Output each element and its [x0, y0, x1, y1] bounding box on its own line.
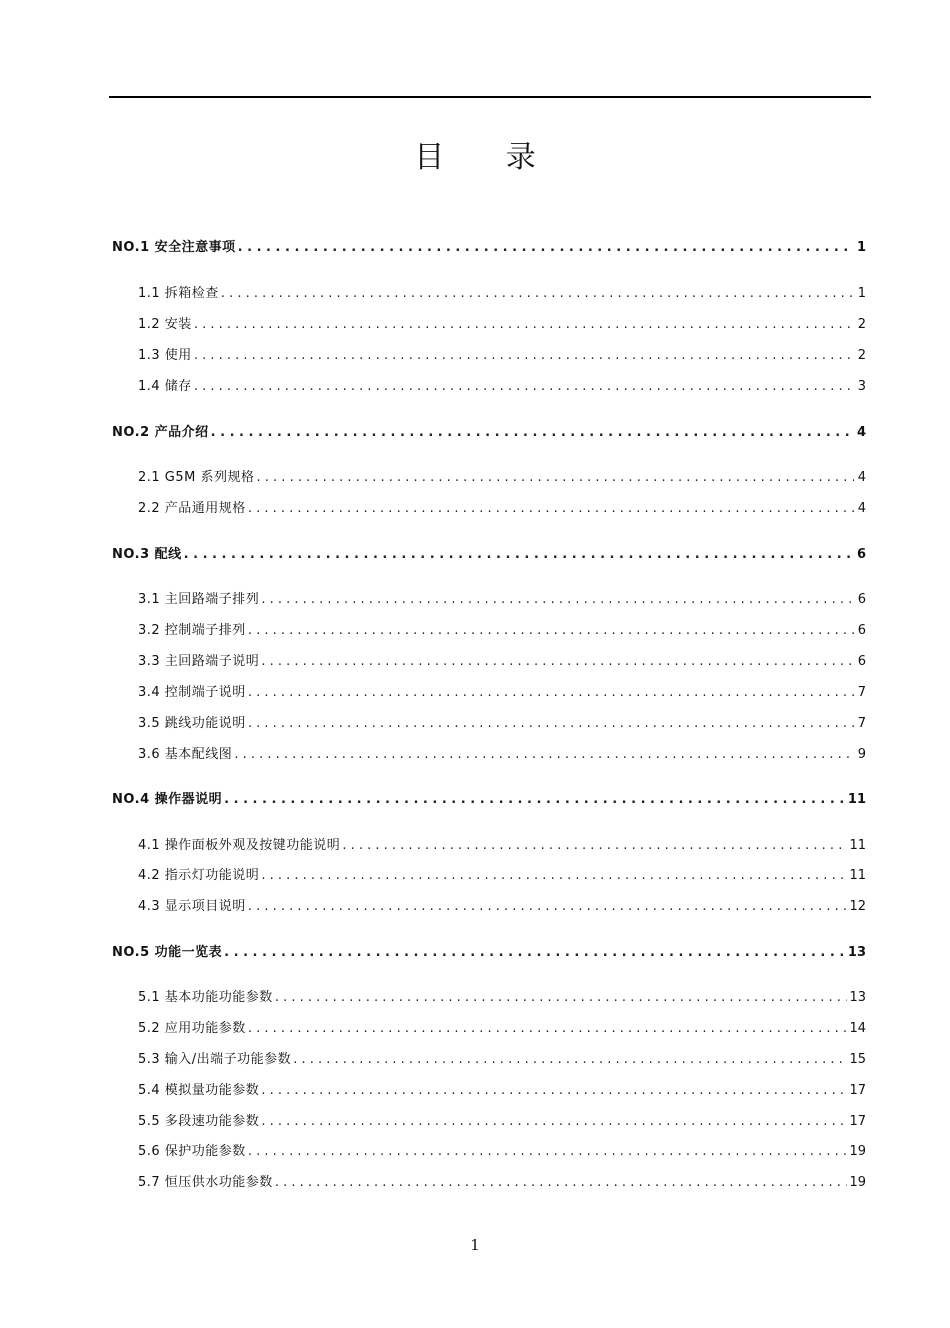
- toc-entry-label: 4.3 显示项目说明: [138, 899, 246, 914]
- toc-section-3-3[interactable]: [138, 650, 866, 670]
- toc-section-5-2[interactable]: [138, 1017, 866, 1037]
- toc-leader-dots: [194, 317, 854, 332]
- toc-section-3-1[interactable]: [138, 588, 866, 608]
- toc-entry-label: 3.1 主回路端子排列: [138, 592, 260, 607]
- toc-leader-dots: [211, 425, 854, 440]
- toc-leader-dots: [248, 1021, 848, 1036]
- toc-page-number: 6: [857, 592, 866, 607]
- toc-page-number: 6: [857, 654, 866, 669]
- toc-chapter-2[interactable]: [112, 421, 866, 441]
- toc-entry-label: 5.2 应用功能参数: [138, 1021, 246, 1036]
- toc-section-5-3[interactable]: [138, 1048, 866, 1068]
- toc-entry-label: 1.3 使用: [138, 348, 192, 363]
- toc-entry-label: 2.2 产品通用规格: [138, 501, 246, 516]
- toc-chapter-1[interactable]: [112, 236, 866, 256]
- toc-page-number: 4: [857, 470, 866, 485]
- toc-entry-label: 5.1 基本功能功能参数: [138, 990, 273, 1005]
- toc-entry-label: 2.1 G5M 系列规格: [138, 470, 255, 485]
- toc-leader-dots: [293, 1052, 847, 1067]
- toc-section-5-4[interactable]: [138, 1079, 866, 1099]
- toc-section-3-4[interactable]: [138, 681, 866, 701]
- toc-leader-dots: [248, 716, 854, 731]
- page-number: 1: [470, 1236, 480, 1254]
- toc-section-4-2[interactable]: [138, 864, 866, 884]
- toc-page-number: 11: [849, 868, 866, 883]
- toc-section-5-1[interactable]: [138, 986, 866, 1006]
- toc-page-number: 11: [849, 838, 866, 853]
- toc-page-number: 19: [849, 1144, 866, 1159]
- toc-entry-label: NO.5 功能一览表: [112, 945, 223, 960]
- toc-leader-dots: [184, 547, 854, 562]
- toc-page-number: 17: [849, 1114, 866, 1129]
- toc-section-1-3[interactable]: [138, 344, 866, 364]
- toc-entry-label: 5.4 模拟量功能参数: [138, 1083, 260, 1098]
- toc-leader-dots: [224, 945, 846, 960]
- toc-leader-dots: [261, 1083, 847, 1098]
- toc-leader-dots: [234, 747, 854, 762]
- toc-entry-label: NO.3 配线: [112, 547, 182, 562]
- toc-page-number: 9: [857, 747, 866, 762]
- toc-page-number: 19: [849, 1175, 866, 1190]
- toc-page-number: 13: [849, 990, 866, 1005]
- toc-leader-dots: [248, 685, 854, 700]
- toc-entry-label: NO.1 安全注意事项: [112, 240, 236, 255]
- toc-leader-dots: [248, 899, 848, 914]
- page-title: 目 录: [414, 140, 562, 175]
- toc-entry-label: 5.7 恒压供水功能参数: [138, 1175, 273, 1190]
- toc-entry-label: 1.1 拆箱检查: [138, 286, 219, 301]
- toc-entry-label: 3.3 主回路端子说明: [138, 654, 260, 669]
- toc-page-number: 6: [857, 623, 866, 638]
- toc-page-number: 1: [857, 286, 866, 301]
- toc-leader-dots: [238, 240, 854, 255]
- toc-chapter-3[interactable]: [112, 543, 866, 563]
- toc-page-number: 4: [856, 425, 866, 440]
- toc-section-3-2[interactable]: [138, 619, 866, 639]
- toc-entry-label: 4.1 操作面板外观及按键功能说明: [138, 838, 341, 853]
- toc-entry-label: 5.6 保护功能参数: [138, 1144, 246, 1159]
- toc-leader-dots: [224, 792, 846, 807]
- toc-leader-dots: [261, 592, 854, 607]
- toc-section-3-6[interactable]: [138, 743, 866, 763]
- toc-page-number: 15: [849, 1052, 866, 1067]
- toc-page-number: 13: [847, 945, 866, 960]
- toc-leader-dots: [257, 470, 854, 485]
- toc-section-5-7[interactable]: [138, 1171, 866, 1191]
- toc-entry-label: 5.3 输入/出端子功能参数: [138, 1052, 292, 1067]
- toc-leader-dots: [221, 286, 854, 301]
- toc-section-1-1[interactable]: [138, 282, 866, 302]
- toc-page-number: 2: [857, 317, 866, 332]
- toc-section-2-2[interactable]: [138, 497, 866, 517]
- toc-page-number: 7: [857, 716, 866, 731]
- toc-page-number: 11: [847, 792, 866, 807]
- toc-leader-dots: [194, 379, 854, 394]
- toc-leader-dots: [261, 654, 854, 669]
- toc-section-1-4[interactable]: [138, 375, 866, 395]
- toc-page-number: 7: [857, 685, 866, 700]
- toc-chapter-5[interactable]: [112, 941, 866, 961]
- toc-page-number: 12: [849, 899, 866, 914]
- toc-section-1-2[interactable]: [138, 313, 866, 333]
- toc-section-5-6[interactable]: [138, 1140, 866, 1160]
- toc-entry-label: 1.2 安装: [138, 317, 192, 332]
- toc-entry-label: NO.4 操作器说明: [112, 792, 223, 807]
- toc-leader-dots: [275, 990, 848, 1005]
- toc-leader-dots: [248, 1144, 848, 1159]
- toc-section-2-1[interactable]: [138, 466, 866, 486]
- toc-leader-dots: [275, 1175, 848, 1190]
- toc-leader-dots: [248, 501, 854, 516]
- toc-section-5-5[interactable]: [138, 1110, 866, 1130]
- toc-page-number: 14: [849, 1021, 866, 1036]
- toc-leader-dots: [261, 1114, 847, 1129]
- toc-page-number: 2: [857, 348, 866, 363]
- toc-page-number: 17: [849, 1083, 866, 1098]
- toc-leader-dots: [261, 868, 847, 883]
- toc-entry-label: 3.4 控制端子说明: [138, 685, 246, 700]
- toc-entry-label: 3.6 基本配线图: [138, 747, 233, 762]
- toc-leader-dots: [194, 348, 854, 363]
- toc-entry-label: 3.5 跳线功能说明: [138, 716, 246, 731]
- toc-entry-label: 3.2 控制端子排列: [138, 623, 246, 638]
- toc-page-number: 3: [857, 379, 866, 394]
- toc-chapter-4[interactable]: [112, 788, 866, 808]
- toc-entry-label: NO.2 产品介绍: [112, 425, 209, 440]
- toc-entry-label: 4.2 指示灯功能说明: [138, 868, 260, 883]
- toc-leader-dots: [248, 623, 854, 638]
- toc-entry-label: 1.4 储存: [138, 379, 192, 394]
- header-rule: [109, 96, 871, 98]
- toc-leader-dots: [342, 838, 847, 853]
- toc-page-number: 4: [857, 501, 866, 516]
- toc-page-number: 1: [856, 240, 866, 255]
- toc-entry-label: 5.5 多段速功能参数: [138, 1114, 260, 1129]
- toc-section-4-3[interactable]: [138, 895, 866, 915]
- toc-section-4-1[interactable]: [138, 834, 866, 854]
- toc-page-number: 6: [856, 547, 866, 562]
- toc-section-3-5[interactable]: [138, 712, 866, 732]
